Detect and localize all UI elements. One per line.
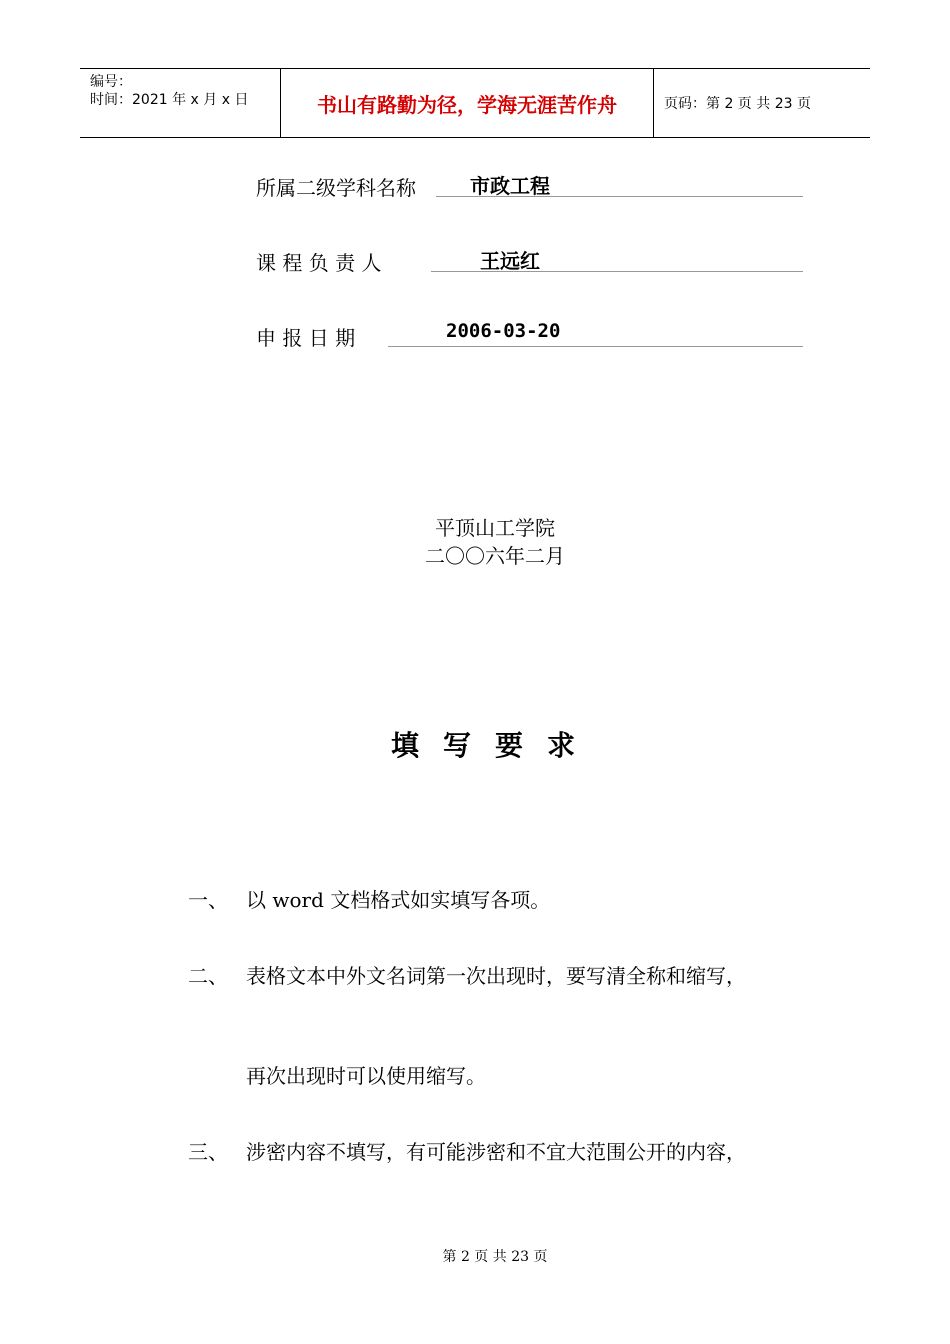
discipline-label: 所属二级学科名称 [256, 176, 416, 200]
header-page-info: 页码：第 2 页 共 23 页 [664, 96, 811, 112]
document-time: 时间：2021 年 x 月 x 日 [90, 92, 249, 108]
page-header [80, 68, 870, 138]
section-title: 填写要求 [390, 729, 599, 762]
leader-label: 课 程 负 责 人 [256, 251, 382, 275]
leader-value: 王远红 [480, 249, 540, 273]
requirement-3-text: 涉密内容不填写，有可能涉密和不宜大范围公开的内容， [246, 1140, 746, 1164]
requirement-3-number: 三、 [188, 1140, 228, 1164]
discipline-value: 市政工程 [470, 174, 550, 198]
date-label: 申 报 日 期 [256, 326, 356, 350]
requirement-2-number: 二、 [188, 964, 228, 988]
requirement-2-continuation: 再次出现时可以使用缩写。 [246, 1064, 486, 1088]
requirement-1-number: 一、 [188, 888, 228, 912]
requirement-2-text: 表格文本中外文名词第一次出现时，要写清全称和缩写， [246, 964, 746, 988]
page-footer: 第 2 页 共 23 页 [442, 1249, 548, 1265]
institution-date: 二〇〇六年二月 [425, 544, 565, 568]
institution-name: 平顶山工学院 [435, 516, 555, 540]
header-meta [80, 69, 281, 137]
date-value: 2006-03-20 [446, 320, 561, 342]
requirement-1-text: 以 word 文档格式如实填写各项。 [246, 888, 551, 912]
header-motto: 书山有路勤为径，学海无涯苦作舟 [281, 69, 654, 137]
document-number: 编号： [90, 74, 132, 90]
